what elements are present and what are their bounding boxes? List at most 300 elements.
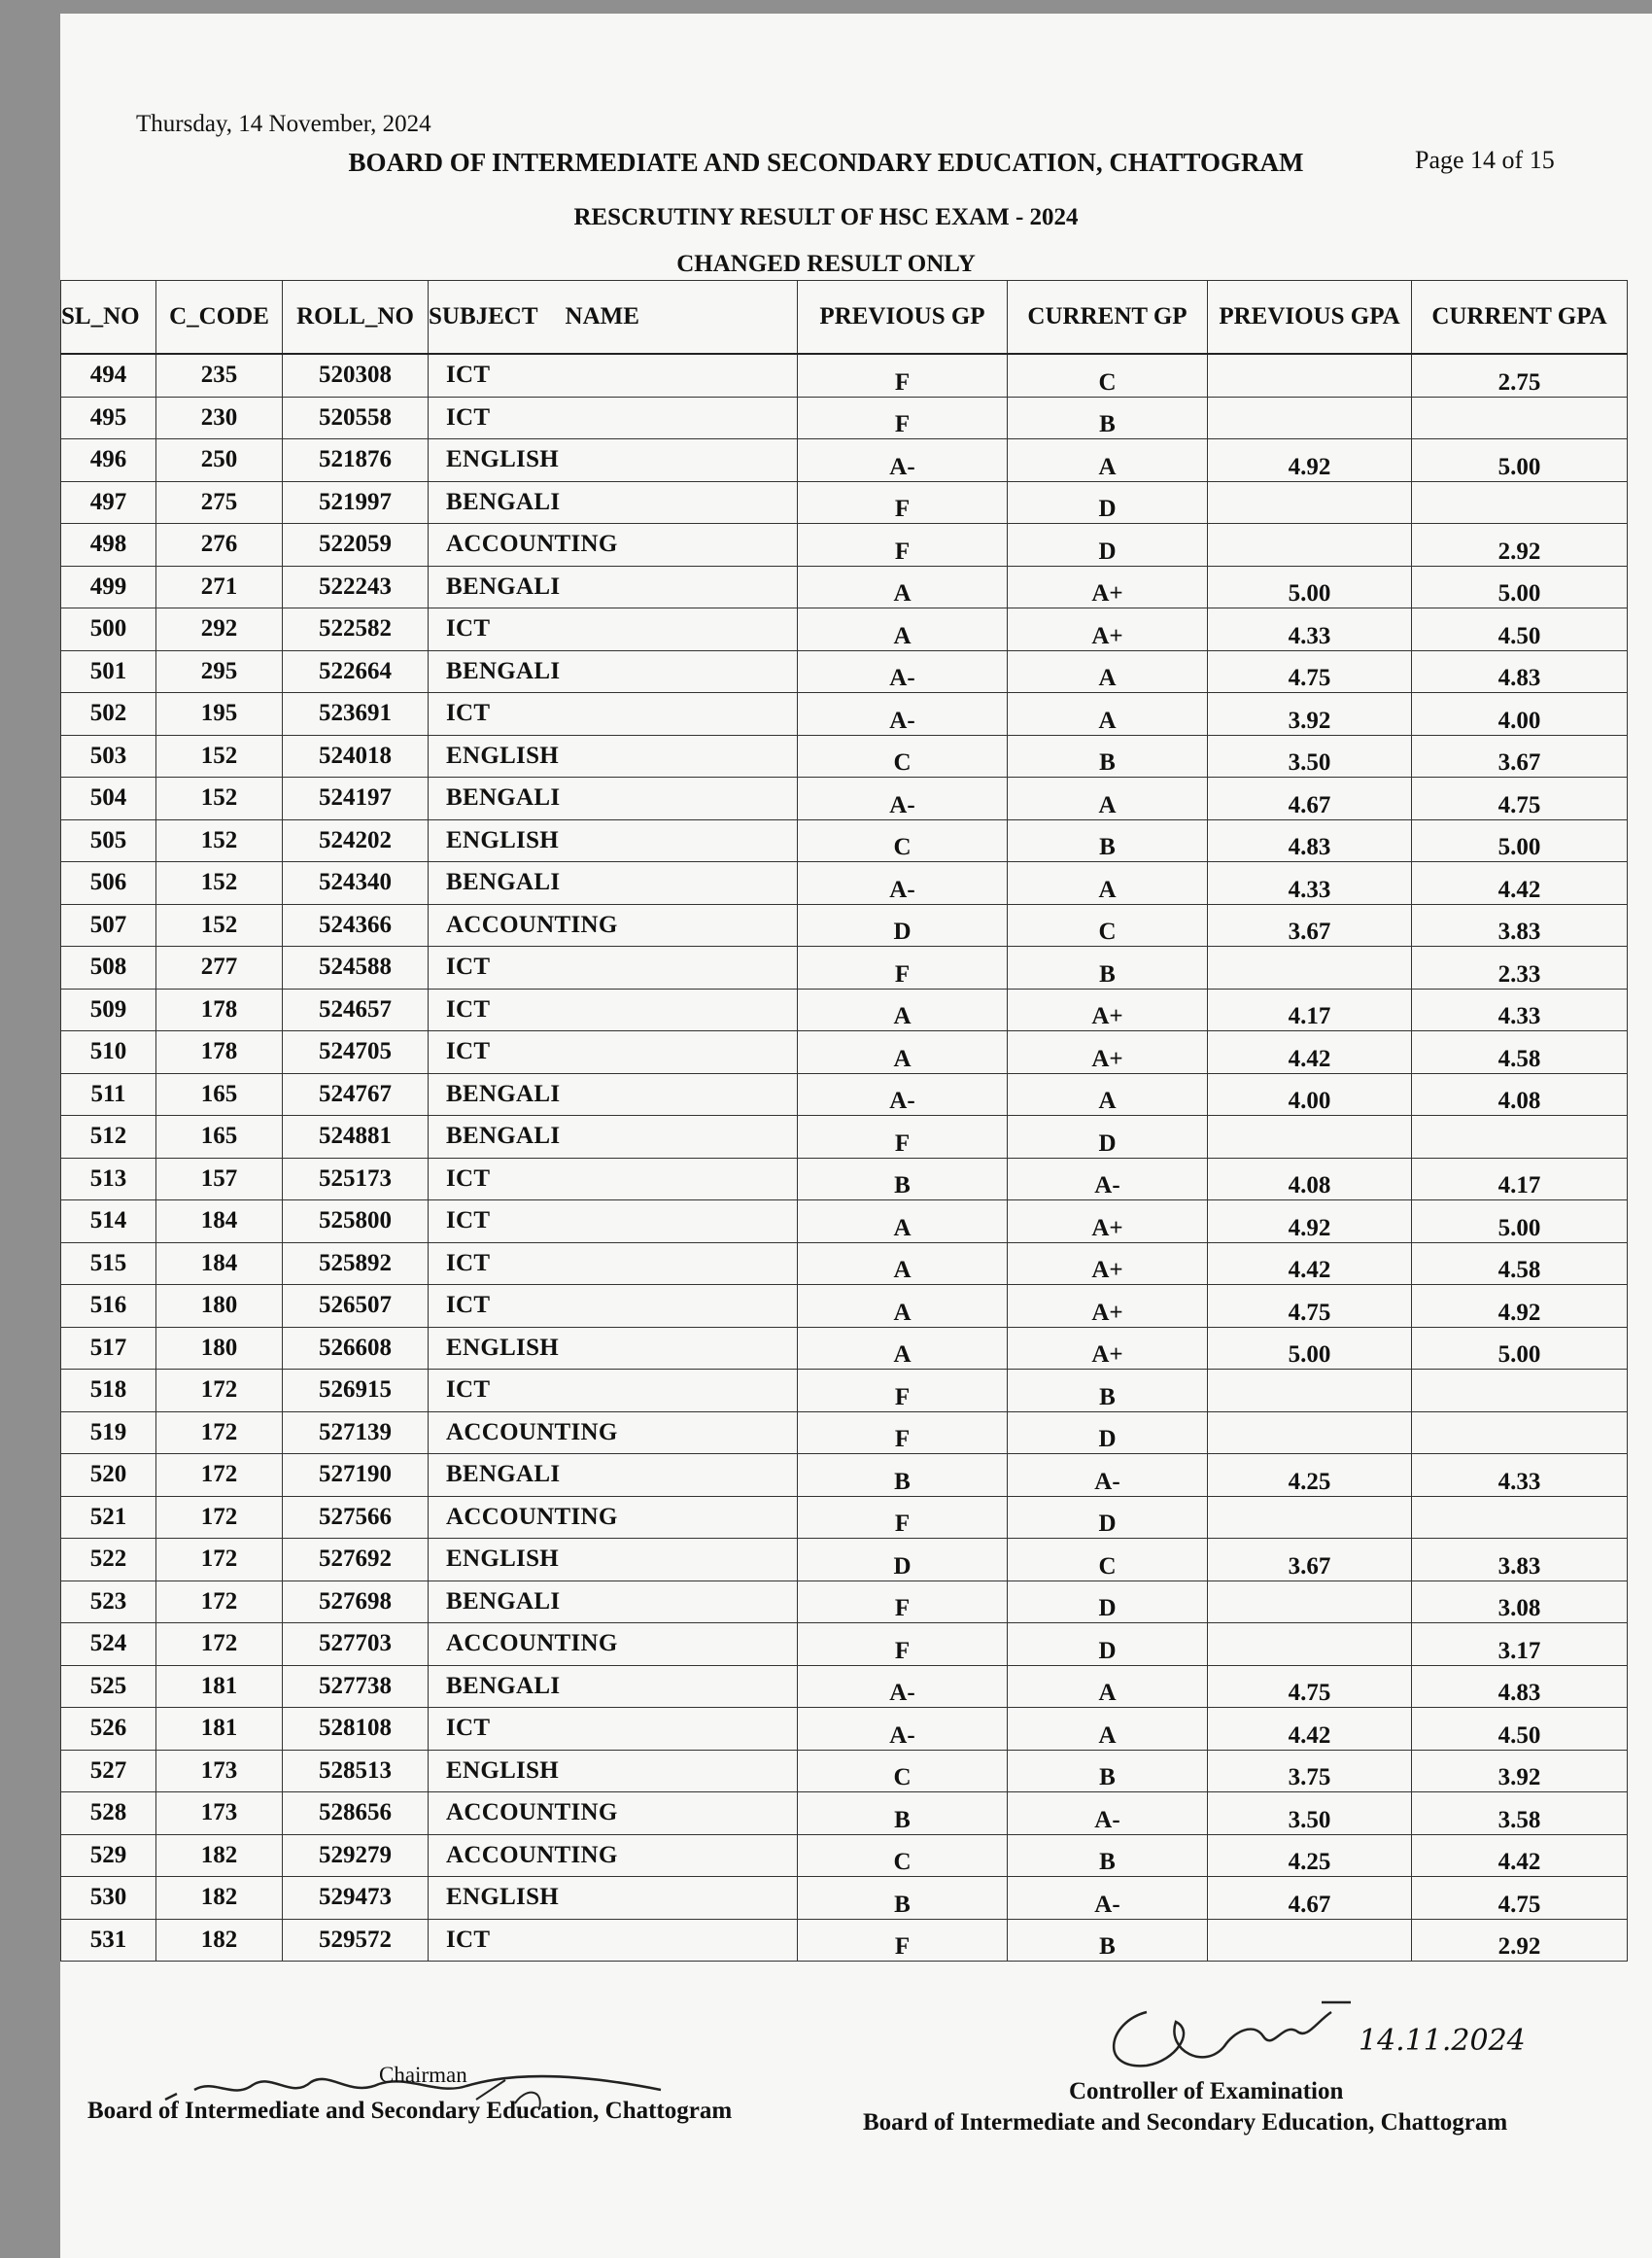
sl-no-cell: 514 (61, 1200, 156, 1243)
current-gpa-cell: 4.50 (1412, 1708, 1628, 1751)
roll-no-cell: 524366 (283, 904, 429, 947)
sl-no-cell: 524 (61, 1623, 156, 1666)
roll-no-cell: 524340 (283, 862, 429, 905)
print-date: Thursday, 14 November, 2024 (136, 111, 431, 137)
c-code-cell: 277 (156, 947, 283, 990)
current-gp-cell: D (1008, 1623, 1208, 1666)
sl-no-cell: 520 (61, 1454, 156, 1497)
current-gp-cell: A (1008, 439, 1208, 482)
previous-gpa-cell: 4.92 (1208, 439, 1412, 482)
col-previous-gpa: PREVIOUS GPA (1208, 281, 1412, 355)
current-gpa-cell: 5.00 (1412, 439, 1628, 482)
previous-gp-cell: A (798, 608, 1008, 651)
board-heading: BOARD OF INTERMEDIATE AND SECONDARY EDUCATION, CHATTOGRAM (348, 148, 1304, 177)
sl-no-cell: 528 (61, 1792, 156, 1835)
sl-no-cell: 525 (61, 1665, 156, 1708)
previous-gp-cell: A- (798, 1708, 1008, 1751)
sl-no-cell: 531 (61, 1919, 156, 1962)
subject-cell: ACCOUNTING (429, 1623, 798, 1666)
sl-no-cell: 503 (61, 735, 156, 778)
c-code-cell: 230 (156, 397, 283, 439)
table-row (61, 1708, 1628, 1751)
c-code-cell: 152 (156, 862, 283, 905)
table-row (61, 1792, 1628, 1835)
chairman-label: Chairman (379, 2063, 467, 2087)
subject-cell: ICT (429, 947, 798, 990)
current-gpa-cell: 4.92 (1412, 1285, 1628, 1328)
current-gpa-cell: 3.17 (1412, 1623, 1628, 1666)
sl-no-cell: 526 (61, 1708, 156, 1751)
sl-no-cell: 507 (61, 904, 156, 947)
c-code-cell: 180 (156, 1285, 283, 1328)
current-gpa-cell: 2.75 (1412, 354, 1628, 397)
current-gpa-cell: 5.00 (1412, 566, 1628, 608)
table-row (61, 1031, 1628, 1074)
sl-no-cell: 505 (61, 819, 156, 862)
current-gp-cell: C (1008, 354, 1208, 397)
previous-gpa-cell: 4.75 (1208, 650, 1412, 693)
current-gp-cell: D (1008, 524, 1208, 567)
sl-no-cell: 506 (61, 862, 156, 905)
subject-cell: ICT (429, 608, 798, 651)
table-row (61, 1623, 1628, 1666)
current-gp-cell: D (1008, 1116, 1208, 1159)
current-gpa-cell: 3.83 (1412, 904, 1628, 947)
current-gp-cell: B (1008, 819, 1208, 862)
previous-gpa-cell (1208, 1116, 1412, 1159)
previous-gpa-cell: 3.50 (1208, 735, 1412, 778)
previous-gpa-cell: 4.92 (1208, 1200, 1412, 1243)
c-code-cell: 157 (156, 1158, 283, 1200)
current-gp-cell: A+ (1008, 1242, 1208, 1285)
previous-gp-cell: F (798, 947, 1008, 990)
roll-no-cell: 522582 (283, 608, 429, 651)
sl-no-cell: 494 (61, 354, 156, 397)
previous-gpa-cell: 5.00 (1208, 1327, 1412, 1370)
previous-gp-cell: A (798, 1327, 1008, 1370)
current-gpa-cell: 3.67 (1412, 735, 1628, 778)
subject-cell: ACCOUNTING (429, 1496, 798, 1539)
previous-gpa-cell: 4.67 (1208, 778, 1412, 820)
c-code-cell: 178 (156, 1031, 283, 1074)
subject-cell: ICT (429, 1708, 798, 1751)
subject-cell: ENGLISH (429, 1327, 798, 1370)
previous-gpa-cell (1208, 1623, 1412, 1666)
sl-no-cell: 523 (61, 1581, 156, 1623)
table-row (61, 1496, 1628, 1539)
table-row (61, 524, 1628, 567)
table-row (61, 862, 1628, 905)
current-gpa-cell: 4.58 (1412, 1242, 1628, 1285)
current-gp-cell: A (1008, 693, 1208, 736)
table-row (61, 1242, 1628, 1285)
c-code-cell: 172 (156, 1454, 283, 1497)
sl-no-cell: 527 (61, 1750, 156, 1792)
table-row (61, 1327, 1628, 1370)
current-gp-cell: A (1008, 778, 1208, 820)
roll-no-cell: 524202 (283, 819, 429, 862)
previous-gp-cell: F (798, 1411, 1008, 1454)
c-code-cell: 235 (156, 354, 283, 397)
c-code-cell: 178 (156, 989, 283, 1031)
previous-gpa-cell: 4.33 (1208, 608, 1412, 651)
previous-gp-cell: A (798, 1285, 1008, 1328)
current-gp-cell: C (1008, 904, 1208, 947)
roll-no-cell: 527692 (283, 1539, 429, 1581)
table-row (61, 1919, 1628, 1962)
current-gp-cell: B (1008, 735, 1208, 778)
current-gpa-cell (1412, 397, 1628, 439)
roll-no-cell: 522243 (283, 566, 429, 608)
sl-no-cell: 513 (61, 1158, 156, 1200)
roll-no-cell: 527566 (283, 1496, 429, 1539)
subject-cell: ENGLISH (429, 1877, 798, 1920)
previous-gpa-cell (1208, 1496, 1412, 1539)
subject-cell: ICT (429, 1200, 798, 1243)
previous-gpa-cell: 4.08 (1208, 1158, 1412, 1200)
c-code-cell: 165 (156, 1073, 283, 1116)
current-gpa-cell (1412, 481, 1628, 524)
col-current-gpa: CURRENT GPA (1412, 281, 1628, 355)
c-code-cell: 152 (156, 735, 283, 778)
previous-gp-cell: F (798, 1370, 1008, 1412)
roll-no-cell: 524197 (283, 778, 429, 820)
sl-no-cell: 501 (61, 650, 156, 693)
subject-cell: ENGLISH (429, 735, 798, 778)
current-gpa-cell: 4.17 (1412, 1158, 1628, 1200)
c-code-cell: 152 (156, 904, 283, 947)
roll-no-cell: 527703 (283, 1623, 429, 1666)
c-code-cell: 181 (156, 1665, 283, 1708)
subject-cell: ICT (429, 989, 798, 1031)
current-gpa-cell: 5.00 (1412, 1200, 1628, 1243)
sl-no-cell: 498 (61, 524, 156, 567)
c-code-cell: 172 (156, 1411, 283, 1454)
previous-gpa-cell: 3.67 (1208, 1539, 1412, 1581)
previous-gp-cell: F (798, 1623, 1008, 1666)
table-row (61, 608, 1628, 651)
current-gpa-cell: 4.50 (1412, 608, 1628, 651)
current-gpa-cell: 2.92 (1412, 1919, 1628, 1962)
current-gpa-cell: 4.58 (1412, 1031, 1628, 1074)
sl-no-cell: 515 (61, 1242, 156, 1285)
current-gpa-cell: 4.83 (1412, 1665, 1628, 1708)
previous-gp-cell: A- (798, 650, 1008, 693)
subject-cell: BENGALI (429, 566, 798, 608)
c-code-cell: 182 (156, 1877, 283, 1920)
roll-no-cell: 529279 (283, 1834, 429, 1877)
subject-cell: ICT (429, 1919, 798, 1962)
table-row (61, 1581, 1628, 1623)
previous-gpa-cell: 4.00 (1208, 1073, 1412, 1116)
subject-cell: BENGALI (429, 650, 798, 693)
col-subject-label: SUBJECT (429, 302, 538, 330)
c-code-cell: 276 (156, 524, 283, 567)
current-gpa-cell: 3.92 (1412, 1750, 1628, 1792)
subject-cell: ICT (429, 354, 798, 397)
previous-gp-cell: C (798, 1750, 1008, 1792)
roll-no-cell: 525173 (283, 1158, 429, 1200)
current-gp-cell: A+ (1008, 1200, 1208, 1243)
previous-gpa-cell (1208, 354, 1412, 397)
subject-cell: ENGLISH (429, 819, 798, 862)
subject-cell: ENGLISH (429, 1750, 798, 1792)
roll-no-cell: 520558 (283, 397, 429, 439)
subject-cell: ACCOUNTING (429, 1411, 798, 1454)
previous-gp-cell: A (798, 566, 1008, 608)
subject-cell: BENGALI (429, 481, 798, 524)
current-gp-cell: A+ (1008, 608, 1208, 651)
c-code-cell: 271 (156, 566, 283, 608)
current-gp-cell: A (1008, 862, 1208, 905)
previous-gp-cell: F (798, 1116, 1008, 1159)
roll-no-cell: 529572 (283, 1919, 429, 1962)
sl-no-cell: 518 (61, 1370, 156, 1412)
c-code-cell: 295 (156, 650, 283, 693)
current-gpa-cell: 3.08 (1412, 1581, 1628, 1623)
table-row (61, 1750, 1628, 1792)
c-code-cell: 152 (156, 778, 283, 820)
current-gp-cell: A (1008, 1708, 1208, 1751)
previous-gpa-cell: 3.67 (1208, 904, 1412, 947)
current-gp-cell: B (1008, 397, 1208, 439)
table-row (61, 778, 1628, 820)
previous-gp-cell: F (798, 354, 1008, 397)
table-row (61, 819, 1628, 862)
previous-gp-cell: B (798, 1792, 1008, 1835)
sl-no-cell: 521 (61, 1496, 156, 1539)
c-code-cell: 182 (156, 1834, 283, 1877)
current-gpa-cell: 4.33 (1412, 989, 1628, 1031)
current-gpa-cell: 3.83 (1412, 1539, 1628, 1581)
roll-no-cell: 521876 (283, 439, 429, 482)
roll-no-cell: 528108 (283, 1708, 429, 1751)
roll-no-cell: 526915 (283, 1370, 429, 1412)
previous-gp-cell: A (798, 989, 1008, 1031)
previous-gpa-cell: 4.42 (1208, 1708, 1412, 1751)
signature-date: 14.11.2024 (1359, 2024, 1526, 2058)
c-code-cell: 180 (156, 1327, 283, 1370)
subject-cell: BENGALI (429, 1116, 798, 1159)
sl-no-cell: 508 (61, 947, 156, 990)
page-number: Page 14 of 15 (1415, 146, 1555, 174)
subject-cell: ICT (429, 1242, 798, 1285)
current-gpa-cell: 2.92 (1412, 524, 1628, 567)
current-gp-cell: B (1008, 947, 1208, 990)
report-title: RESCRUTINY RESULT OF HSC EXAM - 2024 (573, 204, 1079, 230)
current-gpa-cell: 4.75 (1412, 778, 1628, 820)
previous-gp-cell: F (798, 481, 1008, 524)
current-gpa-cell: 5.00 (1412, 819, 1628, 862)
table-row (61, 1665, 1628, 1708)
sl-no-cell: 502 (61, 693, 156, 736)
current-gp-cell: B (1008, 1834, 1208, 1877)
previous-gpa-cell: 4.75 (1208, 1665, 1412, 1708)
table-row (61, 1073, 1628, 1116)
table-row (61, 354, 1628, 397)
previous-gp-cell: F (798, 1496, 1008, 1539)
subject-cell: ACCOUNTING (429, 1834, 798, 1877)
roll-no-cell: 528513 (283, 1750, 429, 1792)
report-subtitle: CHANGED RESULT ONLY (676, 251, 976, 277)
sl-no-cell: 516 (61, 1285, 156, 1328)
current-gpa-cell: 5.00 (1412, 1327, 1628, 1370)
previous-gp-cell: D (798, 1539, 1008, 1581)
table-row (61, 1158, 1628, 1200)
subject-cell: ICT (429, 1285, 798, 1328)
previous-gpa-cell: 4.67 (1208, 1877, 1412, 1920)
c-code-cell: 275 (156, 481, 283, 524)
previous-gpa-cell: 4.25 (1208, 1454, 1412, 1497)
sl-no-cell: 500 (61, 608, 156, 651)
table-row (61, 1454, 1628, 1497)
current-gp-cell: D (1008, 481, 1208, 524)
current-gpa-cell (1412, 1496, 1628, 1539)
table-header-row (61, 281, 1628, 355)
current-gp-cell: C (1008, 1539, 1208, 1581)
table-row (61, 989, 1628, 1031)
col-sl-no: SL_NO (61, 281, 156, 355)
previous-gp-cell: A- (798, 439, 1008, 482)
previous-gpa-cell: 4.83 (1208, 819, 1412, 862)
roll-no-cell: 527738 (283, 1665, 429, 1708)
sl-no-cell: 511 (61, 1073, 156, 1116)
current-gp-cell: A+ (1008, 1285, 1208, 1328)
table-row (61, 481, 1628, 524)
current-gpa-cell: 4.08 (1412, 1073, 1628, 1116)
previous-gp-cell: F (798, 397, 1008, 439)
roll-no-cell: 524018 (283, 735, 429, 778)
subject-cell: BENGALI (429, 1665, 798, 1708)
previous-gpa-cell: 3.92 (1208, 693, 1412, 736)
c-code-cell: 250 (156, 439, 283, 482)
roll-no-cell: 527190 (283, 1454, 429, 1497)
roll-no-cell: 526507 (283, 1285, 429, 1328)
previous-gp-cell: A- (798, 693, 1008, 736)
sl-no-cell: 519 (61, 1411, 156, 1454)
c-code-cell: 195 (156, 693, 283, 736)
previous-gp-cell: A- (798, 862, 1008, 905)
table-row (61, 693, 1628, 736)
roll-no-cell: 527698 (283, 1581, 429, 1623)
previous-gp-cell: A- (798, 778, 1008, 820)
current-gp-cell: A- (1008, 1792, 1208, 1835)
previous-gpa-cell: 4.75 (1208, 1285, 1412, 1328)
roll-no-cell: 527139 (283, 1411, 429, 1454)
sl-no-cell: 509 (61, 989, 156, 1031)
col-roll-no: ROLL_NO (283, 281, 429, 355)
previous-gpa-cell (1208, 947, 1412, 990)
col-name-label: NAME (565, 302, 639, 330)
table-row (61, 1200, 1628, 1243)
previous-gp-cell: A- (798, 1073, 1008, 1116)
subject-cell: BENGALI (429, 1454, 798, 1497)
controller-board: Board of Intermediate and Secondary Education, Chattogram (863, 2109, 1508, 2136)
roll-no-cell: 524881 (283, 1116, 429, 1159)
current-gp-cell: A- (1008, 1454, 1208, 1497)
previous-gpa-cell: 4.42 (1208, 1242, 1412, 1285)
col-subject-name (429, 281, 798, 355)
subject-cell: ACCOUNTING (429, 904, 798, 947)
sl-no-cell: 496 (61, 439, 156, 482)
table-row (61, 1116, 1628, 1159)
sl-no-cell: 497 (61, 481, 156, 524)
previous-gpa-cell: 4.33 (1208, 862, 1412, 905)
roll-no-cell: 521997 (283, 481, 429, 524)
current-gpa-cell: 2.33 (1412, 947, 1628, 990)
c-code-cell: 184 (156, 1242, 283, 1285)
current-gpa-cell: 4.75 (1412, 1877, 1628, 1920)
subject-cell: BENGALI (429, 778, 798, 820)
c-code-cell: 165 (156, 1116, 283, 1159)
c-code-cell: 152 (156, 819, 283, 862)
current-gpa-cell: 4.42 (1412, 1834, 1628, 1877)
current-gp-cell: A+ (1008, 989, 1208, 1031)
previous-gp-cell: A (798, 1200, 1008, 1243)
c-code-cell: 172 (156, 1496, 283, 1539)
c-code-cell: 172 (156, 1623, 283, 1666)
current-gp-cell: A (1008, 1665, 1208, 1708)
c-code-cell: 172 (156, 1581, 283, 1623)
subject-cell: ICT (429, 1031, 798, 1074)
col-current-gp: CURRENT GP (1008, 281, 1208, 355)
subject-cell: ENGLISH (429, 439, 798, 482)
previous-gpa-cell: 3.75 (1208, 1750, 1412, 1792)
current-gpa-cell: 4.33 (1412, 1454, 1628, 1497)
current-gp-cell: A (1008, 650, 1208, 693)
previous-gp-cell: C (798, 819, 1008, 862)
roll-no-cell: 525800 (283, 1200, 429, 1243)
table-body (61, 354, 1628, 1962)
previous-gpa-cell (1208, 397, 1412, 439)
sl-no-cell: 529 (61, 1834, 156, 1877)
previous-gpa-cell (1208, 1411, 1412, 1454)
previous-gpa-cell: 4.17 (1208, 989, 1412, 1031)
current-gp-cell: A- (1008, 1158, 1208, 1200)
c-code-cell: 292 (156, 608, 283, 651)
roll-no-cell: 524767 (283, 1073, 429, 1116)
previous-gp-cell: B (798, 1877, 1008, 1920)
c-code-cell: 173 (156, 1750, 283, 1792)
previous-gp-cell: F (798, 1581, 1008, 1623)
c-code-cell: 182 (156, 1919, 283, 1962)
subject-cell: ACCOUNTING (429, 1792, 798, 1835)
chairman-board: Board of Intermediate and Secondary Education, Chattogram (87, 2098, 733, 2124)
table-row (61, 1877, 1628, 1920)
subject-cell: ICT (429, 1158, 798, 1200)
controller-label: Controller of Examination (1069, 2078, 1344, 2104)
current-gp-cell: B (1008, 1370, 1208, 1412)
subject-cell: ENGLISH (429, 1539, 798, 1581)
sl-no-cell: 512 (61, 1116, 156, 1159)
table-row (61, 1834, 1628, 1877)
previous-gpa-cell (1208, 1370, 1412, 1412)
sl-no-cell: 504 (61, 778, 156, 820)
table-row (61, 397, 1628, 439)
current-gp-cell: A+ (1008, 566, 1208, 608)
current-gpa-cell: 3.58 (1412, 1792, 1628, 1835)
current-gpa-cell (1412, 1370, 1628, 1412)
previous-gp-cell: F (798, 524, 1008, 567)
subject-cell: BENGALI (429, 1073, 798, 1116)
current-gp-cell: B (1008, 1919, 1208, 1962)
roll-no-cell: 524705 (283, 1031, 429, 1074)
current-gpa-cell: 4.83 (1412, 650, 1628, 693)
subject-cell: BENGALI (429, 862, 798, 905)
current-gp-cell: A (1008, 1073, 1208, 1116)
previous-gpa-cell (1208, 524, 1412, 567)
table-row (61, 1370, 1628, 1412)
